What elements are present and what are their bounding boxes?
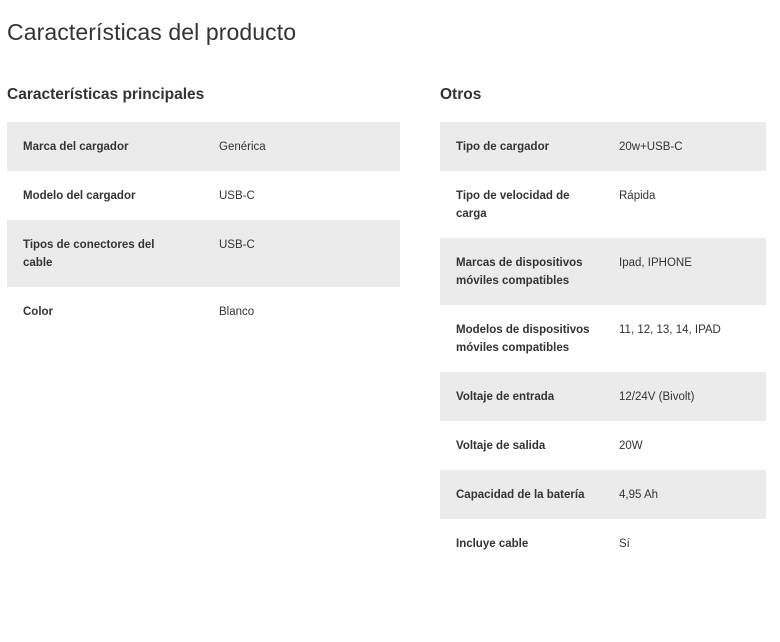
spec-label: Modelos de dispositivos móviles compatibles — [456, 324, 590, 354]
spec-label: Voltaje de entrada — [456, 391, 555, 403]
other-features-section — [440, 84, 766, 568]
spec-value: USB-C — [219, 239, 255, 251]
spec-value: Genérica — [219, 141, 266, 153]
spec-label: Color — [23, 306, 54, 318]
spec-row-compatible-models — [440, 305, 766, 372]
spec-label: Tipo de cargador — [456, 141, 550, 153]
main-features-table — [7, 122, 400, 336]
spec-row-compatible-brands — [440, 238, 766, 305]
spec-value: Blanco — [219, 306, 255, 318]
spec-label: Voltaje de salida — [456, 440, 546, 452]
main-features-section — [7, 84, 400, 336]
other-features-table — [440, 122, 766, 568]
spec-label: Modelo del cargador — [23, 190, 136, 202]
spec-label: Marca del cargador — [23, 141, 129, 153]
spec-row-charge-speed — [440, 171, 766, 238]
spec-row-connector-types — [7, 220, 400, 287]
spec-row-output-voltage — [440, 421, 766, 470]
spec-value: 11, 12, 13, 14, IPAD — [619, 324, 721, 336]
spec-value: USB-C — [219, 190, 255, 202]
spec-label: Marcas de dispositivos móviles compatibles — [456, 257, 583, 287]
spec-row-model — [7, 171, 400, 220]
spec-row-input-voltage — [440, 372, 766, 421]
spec-value: 4,95 Ah — [619, 489, 659, 501]
spec-row-brand — [7, 122, 400, 171]
spec-row-color — [7, 287, 400, 336]
spec-value: 20w+USB-C — [619, 141, 683, 153]
spec-value: 20W — [619, 440, 643, 452]
spec-label: Tipo de velocidad de carga — [456, 190, 570, 220]
other-features-title: Otros — [440, 86, 482, 103]
spec-row-charger-type — [440, 122, 766, 171]
spec-label: Capacidad de la batería — [456, 489, 585, 501]
spec-value: Sí — [619, 538, 630, 550]
page-title: Características del producto — [7, 19, 297, 45]
spec-label: Incluye cable — [456, 538, 529, 550]
spec-row-battery-capacity — [440, 470, 766, 519]
main-features-title: Características principales — [7, 86, 205, 103]
spec-value: Rápida — [619, 190, 656, 202]
spec-label: Tipos de conectores del cable — [23, 239, 155, 269]
spec-value: 12/24V (Bivolt) — [619, 391, 695, 403]
spec-value: Ipad, IPHONE — [619, 257, 692, 269]
spec-row-includes-cable — [440, 519, 766, 568]
